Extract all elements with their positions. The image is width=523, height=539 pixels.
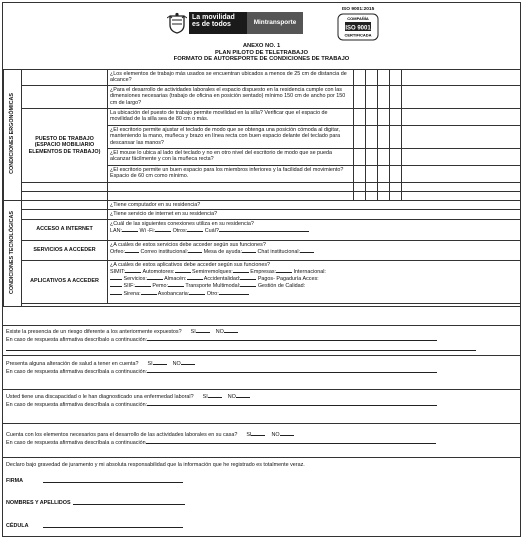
check-cell[interactable] bbox=[390, 126, 402, 149]
empty-cell bbox=[22, 86, 108, 109]
no-label: NO bbox=[271, 432, 280, 438]
declaration-block bbox=[3, 457, 520, 537]
empty-cell bbox=[22, 183, 108, 192]
question-block bbox=[3, 355, 520, 389]
check-cell[interactable] bbox=[354, 149, 366, 166]
detail-field[interactable] bbox=[146, 439, 436, 444]
companies-field[interactable] bbox=[276, 268, 292, 273]
lan-field[interactable] bbox=[122, 227, 138, 232]
payments-field[interactable] bbox=[110, 282, 122, 287]
detail-field[interactable] bbox=[147, 401, 437, 406]
detail-label: En caso de respuesta afirmativa descríbala a continuación bbox=[6, 439, 146, 446]
siif-field[interactable] bbox=[135, 282, 151, 287]
ergonomic-category-cell bbox=[4, 70, 22, 201]
help-desk-label: Mesa de ayuda: bbox=[203, 248, 242, 255]
yes-field[interactable] bbox=[208, 393, 222, 398]
simit-field[interactable] bbox=[125, 268, 141, 273]
apps-line-4 bbox=[110, 290, 518, 297]
check-cell[interactable] bbox=[354, 183, 366, 192]
check-cell[interactable] bbox=[354, 70, 366, 86]
check-cell[interactable] bbox=[378, 149, 390, 166]
apps-line-3 bbox=[110, 282, 518, 289]
observation-cell[interactable] bbox=[402, 149, 521, 166]
detail-label: En caso de respuesta afirmativa descríbala a continuación: bbox=[6, 368, 148, 375]
internet-question-cell bbox=[108, 219, 521, 240]
check-cell[interactable] bbox=[378, 192, 390, 201]
which-field[interactable] bbox=[219, 227, 309, 232]
yes-field[interactable] bbox=[251, 431, 265, 436]
detail-field[interactable] bbox=[147, 336, 437, 341]
sirena-label: Sirena: bbox=[123, 290, 141, 297]
no-field[interactable] bbox=[236, 393, 250, 398]
no-field[interactable] bbox=[280, 431, 294, 436]
question-block bbox=[3, 389, 520, 423]
id-number-field[interactable] bbox=[43, 527, 183, 528]
question-cell: ¿Para el desarrollo de actividades laborales el espacio dispuesto en la residencia cumple con las dimensiones necesarias (trabajo de oficina en posición sentado) mínimo 150 cm de ancho por 150 cm de largo? bbox=[108, 86, 354, 109]
observation-cell[interactable] bbox=[402, 86, 521, 109]
check-cell[interactable] bbox=[378, 86, 390, 109]
check-cell[interactable] bbox=[378, 126, 390, 149]
other-field[interactable] bbox=[187, 227, 203, 232]
tech-category-label: CONDICIONES TECNOLÓGICAS bbox=[9, 210, 16, 294]
table-row bbox=[4, 70, 521, 86]
yes-label: SI bbox=[147, 361, 153, 367]
institutional-chat-field[interactable] bbox=[300, 248, 314, 253]
check-cell[interactable] bbox=[390, 166, 402, 183]
question-block bbox=[3, 423, 520, 457]
yes-field[interactable] bbox=[153, 360, 167, 365]
check-cell[interactable] bbox=[366, 166, 378, 183]
yes-label: SI bbox=[190, 329, 196, 335]
form-titles bbox=[3, 43, 520, 63]
svg-text:CERTIFICADA: CERTIFICADA bbox=[344, 32, 372, 38]
question-text: Presenta alguna alteración de salud a tener en cuenta? bbox=[6, 361, 139, 367]
check-cell[interactable] bbox=[390, 86, 402, 109]
svg-text:ISO 9001: ISO 9001 bbox=[345, 24, 371, 31]
apps-group-label: APLICATIVOS A ACCEDER bbox=[22, 260, 108, 303]
sirena-field[interactable] bbox=[141, 290, 157, 295]
signature-label: FIRMA bbox=[6, 478, 24, 484]
check-cell[interactable] bbox=[354, 109, 366, 126]
detail-line[interactable] bbox=[6, 350, 476, 351]
observation-cell[interactable] bbox=[402, 70, 521, 86]
wifi-label: Wi -Fi: bbox=[139, 227, 156, 234]
empty-cell bbox=[22, 70, 108, 86]
check-cell[interactable] bbox=[354, 86, 366, 109]
lan-label: LAN: bbox=[110, 227, 122, 234]
iso-certification bbox=[333, 7, 383, 41]
svg-text:COMPAÑÍA: COMPAÑÍA bbox=[347, 15, 369, 21]
table-row bbox=[4, 260, 521, 303]
internet-question: ¿Cuál de las siguientes conexiones utiliza en su residencia? bbox=[110, 220, 254, 227]
other-label: Otros: bbox=[172, 227, 188, 234]
observation-cell[interactable] bbox=[402, 126, 521, 149]
check-cell[interactable] bbox=[354, 166, 366, 183]
international-field[interactable] bbox=[110, 275, 122, 280]
no-label: NO bbox=[172, 361, 181, 367]
payments-label: Pagos- Pagaduría Acces: bbox=[257, 276, 319, 283]
internet-group-label: ACCESO A INTERNET bbox=[22, 219, 108, 240]
format-title: FORMATO DE AUTOREPORTE DE CONDICIONES DE TRABAJO bbox=[173, 56, 350, 63]
semitrailers-field[interactable] bbox=[233, 268, 249, 273]
full-name-label: NOMBRES Y APELLIDOS bbox=[6, 500, 71, 506]
annex-title: ANEXO NO. 1 bbox=[242, 43, 281, 49]
orfeo-field[interactable] bbox=[125, 248, 139, 253]
check-cell[interactable] bbox=[378, 70, 390, 86]
table-row bbox=[4, 109, 521, 126]
accidents-field[interactable] bbox=[240, 275, 256, 280]
yes-label: SI bbox=[202, 394, 208, 400]
apps-line-2 bbox=[110, 275, 518, 282]
check-cell[interactable] bbox=[390, 109, 402, 126]
semitrailers-label: Semirremolques: bbox=[192, 268, 233, 275]
yes-field[interactable] bbox=[196, 328, 210, 333]
table-row bbox=[4, 86, 521, 109]
question-cell: ¿Tiene servicio de internet en su residencia? bbox=[108, 210, 521, 219]
check-cell[interactable] bbox=[390, 149, 402, 166]
quality-field[interactable] bbox=[110, 290, 122, 295]
iso-certification-seal-icon bbox=[333, 13, 383, 43]
question-cell: ¿El escritorio permite ajustar el teclado de modo que se obtenga una posición cómoda al digitar, manteniendo la mano, muñeca y brazo en línea recta con buen espacio delante del teclado para descansar las manos? bbox=[108, 126, 354, 149]
warehouse-label: Almacén: bbox=[164, 276, 187, 283]
table-row bbox=[4, 192, 521, 201]
table-row bbox=[4, 240, 521, 260]
tech-category-cell bbox=[4, 201, 22, 307]
table-row bbox=[4, 201, 521, 210]
vehicles-field[interactable] bbox=[175, 268, 191, 273]
observation-cell[interactable] bbox=[402, 183, 521, 192]
check-cell[interactable] bbox=[366, 70, 378, 86]
iso-standard-label: ISO 9001:2015 bbox=[341, 7, 375, 12]
brand-line-1: La movilidad bbox=[192, 14, 235, 21]
check-cell[interactable] bbox=[366, 149, 378, 166]
workstation-group-label: PUESTO DE TRABAJO (ESPACIO MOBILIARIO ELEMENTOS DE TRABAJO) bbox=[22, 109, 108, 183]
detail-label: En caso de respuesta afirmativa descríbalo a continuación: bbox=[6, 336, 148, 343]
check-cell[interactable] bbox=[366, 192, 378, 201]
asobancaria-field[interactable] bbox=[189, 290, 205, 295]
table-row bbox=[4, 303, 521, 306]
simit-label: SIMIT: bbox=[110, 268, 126, 275]
wifi-field[interactable] bbox=[155, 227, 171, 232]
check-cell[interactable] bbox=[378, 166, 390, 183]
accidents-label: Accidentalidad: bbox=[203, 276, 241, 283]
services-question-cell bbox=[108, 240, 521, 260]
companies-label: Empresas: bbox=[250, 268, 277, 275]
siif-label: SIIF: bbox=[123, 283, 135, 290]
check-cell[interactable] bbox=[390, 183, 402, 192]
check-cell[interactable] bbox=[354, 192, 366, 201]
declaration-text: Declaro bajo gravedad de juramento y mi absoluta responsabilidad que la información que he registrado es totalmente veraz. bbox=[6, 462, 305, 468]
vehicles-label: Automotores: bbox=[142, 268, 175, 275]
question-cell: ¿Los elementos de trabajo más usados se encuentran ubicados a menos de 25 cm de distancia de alcance? bbox=[108, 70, 354, 86]
check-cell[interactable] bbox=[366, 183, 378, 192]
check-cell[interactable] bbox=[390, 192, 402, 201]
services-app-field[interactable] bbox=[147, 275, 163, 280]
id-number-label: CÉDULA bbox=[6, 523, 29, 529]
table-row bbox=[4, 219, 521, 240]
apps-question-cell bbox=[108, 260, 521, 303]
detail-label: En caso de respuesta afirmativa descríbala a continuación: bbox=[6, 401, 148, 408]
empty-cell bbox=[22, 192, 108, 201]
form-header bbox=[3, 3, 520, 43]
pemo-label: Pemo: bbox=[152, 283, 168, 290]
other-app-field[interactable] bbox=[219, 290, 249, 295]
detail-field[interactable] bbox=[147, 368, 437, 373]
service-options bbox=[110, 248, 518, 255]
empty-cell bbox=[108, 192, 354, 201]
help-desk-field[interactable] bbox=[242, 248, 256, 253]
multimodal-field[interactable] bbox=[240, 282, 256, 287]
question-text: Cuenta con los elementos necesarios para el desarrollo de las actividades laborales en su casa? bbox=[6, 432, 238, 438]
check-cell[interactable] bbox=[366, 86, 378, 109]
question-block bbox=[3, 325, 520, 355]
self-report-form bbox=[2, 2, 521, 537]
observation-cell[interactable] bbox=[402, 109, 521, 126]
asobancaria-label: Asobancaria: bbox=[157, 290, 190, 297]
warehouse-field[interactable] bbox=[187, 275, 203, 280]
question-cell: ¿Tiene computador en su residencia? bbox=[108, 201, 521, 210]
institutional-email-field[interactable] bbox=[188, 248, 202, 253]
orfeo-label: Orfeo: bbox=[110, 248, 125, 255]
ministry-logo: Mintransporte bbox=[247, 12, 303, 34]
institutional-chat-label: Chat institucional: bbox=[257, 248, 301, 255]
question-text: Usted tiene una discapacidad o le han diagnosticado una enfermedad laboral? bbox=[6, 394, 194, 400]
observation-cell[interactable] bbox=[402, 166, 521, 183]
question-cell: ¿El escritorio permite un buen espacio para los miembros inferiores y la facilidad del movimiento? Espacio de 60 cm como mínimo. bbox=[108, 166, 354, 183]
check-cell[interactable] bbox=[378, 183, 390, 192]
other-app-label: Otro: bbox=[206, 290, 219, 297]
brand-line-2: es de todos bbox=[192, 21, 231, 29]
no-field[interactable] bbox=[181, 360, 195, 365]
quality-label: Gestión de Calidad: bbox=[257, 283, 306, 290]
table-row bbox=[4, 210, 521, 219]
brand-logo bbox=[189, 12, 247, 34]
question-text: Existe la presencia de un riesgo diferente a los anteriormente expuestos? bbox=[6, 329, 182, 335]
plan-title: PLAN PILOTO DE TELETRABAJO bbox=[215, 49, 308, 56]
which-label: Cuál? bbox=[204, 227, 219, 234]
no-label: NO bbox=[215, 329, 224, 335]
yes-label: SI bbox=[246, 432, 252, 438]
check-cell[interactable] bbox=[366, 126, 378, 149]
multimodal-label: Transporte Multimodal: bbox=[185, 283, 241, 290]
check-cell[interactable] bbox=[390, 70, 402, 86]
spacer-cell bbox=[22, 303, 521, 306]
conditions-table bbox=[3, 69, 521, 307]
empty-cell bbox=[108, 183, 354, 192]
international-label: Internacional: bbox=[293, 268, 326, 275]
full-name-field[interactable] bbox=[73, 504, 185, 505]
services-group-label: SERVICIOS A ACCEDER bbox=[22, 240, 108, 260]
table-row bbox=[4, 183, 521, 192]
no-label: NO bbox=[227, 394, 236, 400]
signature-field[interactable] bbox=[43, 482, 183, 483]
institutional-email-label: Correo institucional: bbox=[140, 248, 189, 255]
services-app-label: Servicios: bbox=[123, 276, 147, 283]
pemo-field[interactable] bbox=[168, 282, 184, 287]
check-cell[interactable] bbox=[366, 109, 378, 126]
ergonomic-category-label: CONDICIONES ERGONÓMICAS bbox=[9, 93, 16, 175]
question-cell: ¿El mouse lo ubica al lado del teclado y no en otro nivel del escritorio de modo que se pueda alcanzar fácilmente y con la muñeca recta? bbox=[108, 149, 354, 166]
services-question: ¿A cuáles de estos servicios debe acceder según sus funciones? bbox=[110, 241, 266, 248]
empty-cell bbox=[22, 201, 108, 210]
apps-line-1 bbox=[110, 268, 518, 275]
check-cell[interactable] bbox=[378, 109, 390, 126]
check-cell[interactable] bbox=[354, 126, 366, 149]
apps-question: ¿A cuáles de estos aplicativos debe acceder según sus funciones? bbox=[110, 261, 271, 268]
empty-cell bbox=[22, 210, 108, 219]
observation-cell[interactable] bbox=[402, 192, 521, 201]
connection-options bbox=[110, 227, 518, 234]
no-field[interactable] bbox=[224, 328, 238, 333]
question-cell: La ubicación del puesto de trabajo permite movilidad en la silla? Verificar que el espacio de movilidad de la silla sea de 80 cm o más. bbox=[108, 109, 354, 126]
colombia-coat-of-arms-icon bbox=[167, 12, 187, 34]
